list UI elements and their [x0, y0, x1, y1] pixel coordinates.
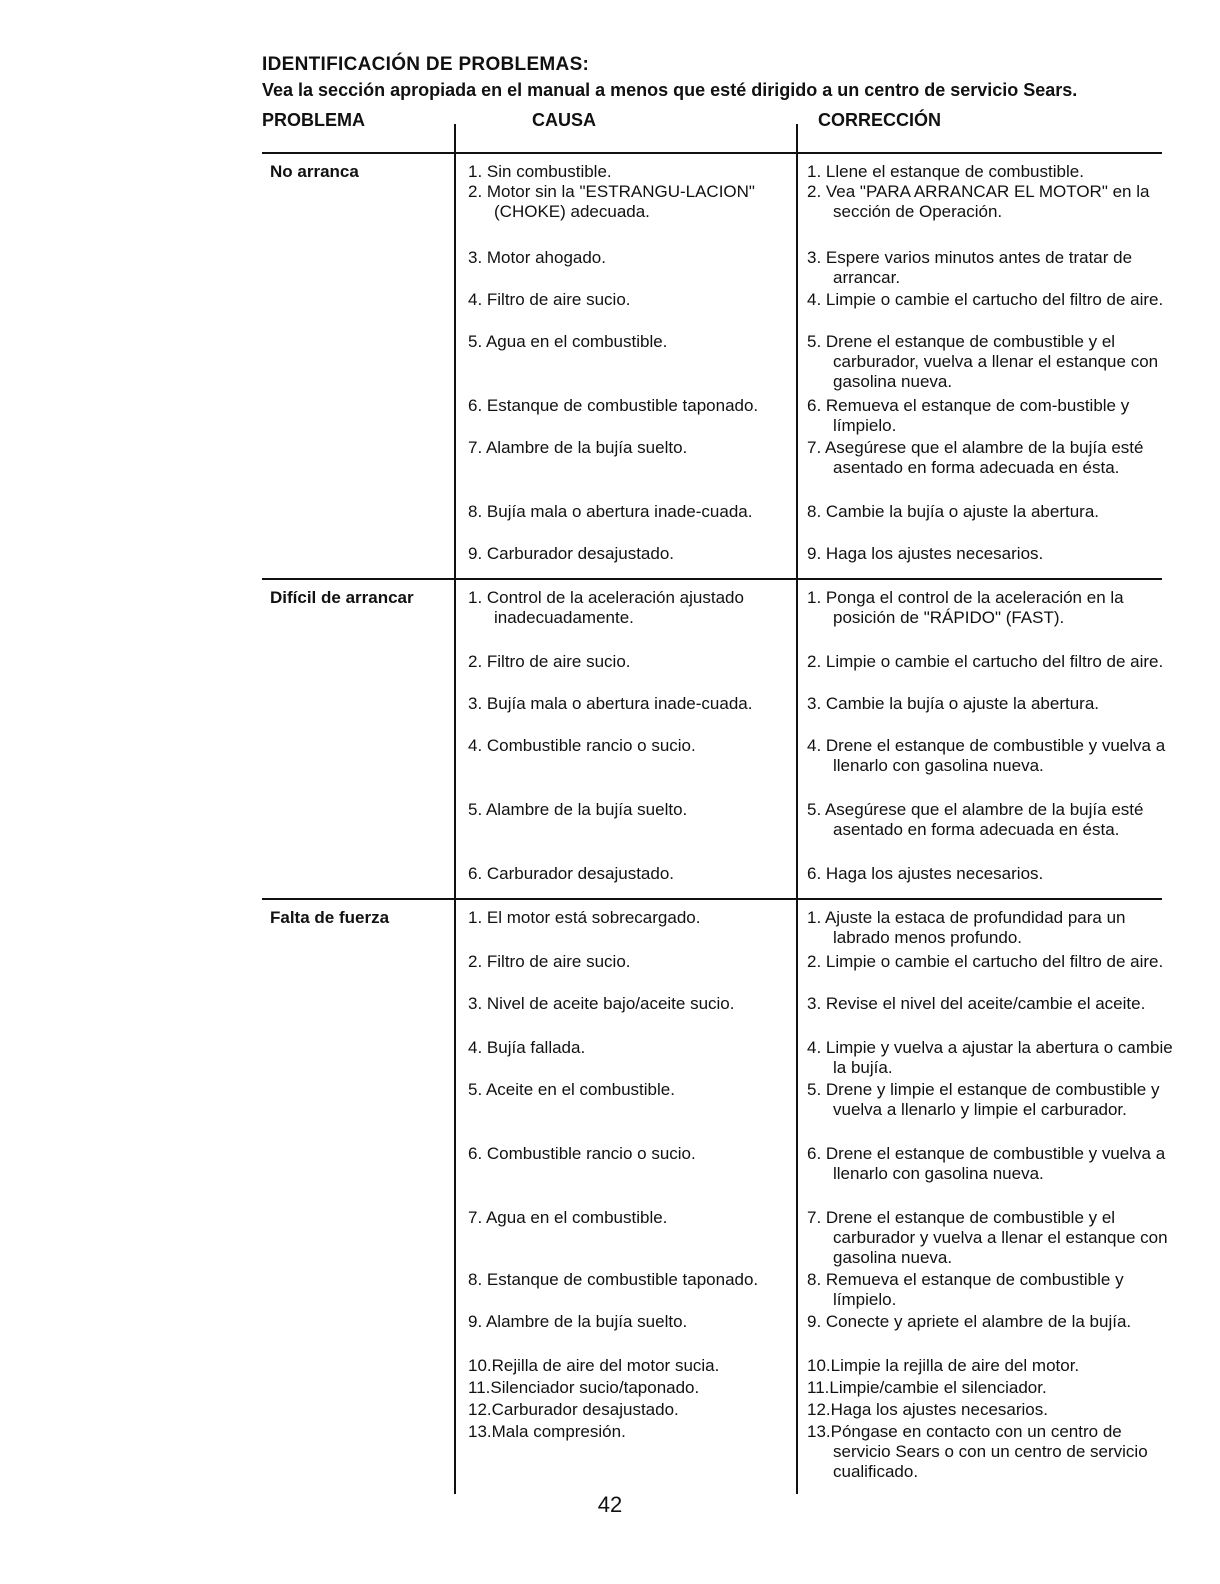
header-problema: PROBLEMA	[262, 110, 365, 130]
fix-cell: 12.Haga los ajustes necesarios.	[807, 1400, 1048, 1419]
cause-cell: 5. Agua en el combustible.	[468, 332, 668, 351]
fix-cell: 8. Remueva el estanque de combustible y límpielo.	[807, 1270, 1124, 1309]
cause-cell: 1. El motor está sobrecargado.	[468, 908, 701, 927]
fix-cell: 9. Haga los ajustes necesarios.	[807, 544, 1044, 563]
fix-cell: 7. Drene el estanque de combustible y el carburador y vuelva a llenar el estanque con gasolina nueva.	[807, 1208, 1168, 1267]
fix-cell: 3. Revise el nivel del aceite/cambie el aceite.	[807, 994, 1146, 1013]
cause-cell: 12.Carburador desajustado.	[468, 1400, 679, 1419]
cause-cell: 4. Bujía fallada.	[468, 1038, 586, 1057]
header-divider	[262, 152, 1162, 154]
cause-cell: 1. Control de la aceleración ajustado inadecuadamente.	[468, 588, 744, 627]
cause-cell: 7. Agua en el combustible.	[468, 1208, 668, 1227]
cause-cell: 3. Bujía mala o abertura inade-cuada.	[468, 694, 753, 713]
cause-cell: 5. Aceite en el combustible.	[468, 1080, 675, 1099]
header-correccion: CORRECCIÓN	[818, 110, 942, 130]
cause-cell: 6. Carburador desajustado.	[468, 864, 675, 883]
column-divider-1	[454, 124, 456, 1494]
cause-cell: 4. Filtro de aire sucio.	[468, 290, 631, 309]
cause-cell: 10.Rejilla de aire del motor sucia.	[468, 1356, 720, 1375]
fix-cell: 8. Cambie la bujía o ajuste la abertura.	[807, 502, 1100, 521]
fix-cell: 3. Cambie la bujía o ajuste la abertura.	[807, 694, 1100, 713]
cause-cell: 13.Mala compresión.	[468, 1422, 626, 1441]
problem-label: Falta de fuerza	[270, 908, 390, 927]
fix-cell: 5. Drene el estanque de combustible y el carburador, vuelva a llenar el estanque con gasolina nueva.	[807, 332, 1159, 391]
fix-cell: 6. Drene el estanque de combustible y vuelva a llenarlo con gasolina nueva.	[807, 1144, 1166, 1183]
cause-cell: 8. Bujía mala o abertura inade-cuada.	[468, 502, 753, 521]
fix-cell: 5. Drene y limpie el estanque de combustible y vuelva a llenarlo y limpie el carburador.	[807, 1080, 1160, 1119]
fix-cell: 2. Limpie o cambie el cartucho del filtro de aire.	[807, 652, 1164, 671]
cause-cell: 9. Alambre de la bujía suelto.	[468, 1312, 688, 1331]
fix-cell: 1. Ajuste la estaca de profundidad para un labrado menos profundo.	[807, 908, 1126, 947]
cause-cell: 1. Sin combustible.	[468, 162, 612, 181]
fix-cell: 9. Conecte y apriete el alambre de la bujía.	[807, 1312, 1132, 1331]
header-causa: CAUSA	[532, 110, 597, 130]
fix-cell: 4. Limpie o cambie el cartucho del filtro de aire.	[807, 290, 1164, 309]
page-header	[262, 54, 1162, 130]
fix-cell: 2. Vea "PARA ARRANCAR EL MOTOR" en la sección de Operación.	[807, 182, 1150, 221]
fix-cell: 10.Limpie la rejilla de aire del motor.	[807, 1356, 1080, 1375]
fix-cell: 2. Limpie o cambie el cartucho del filtro de aire.	[807, 952, 1164, 971]
fix-cell: 3. Espere varios minutos antes de tratar de arrancar.	[807, 248, 1133, 287]
fix-cell: 6. Haga los ajustes necesarios.	[807, 864, 1044, 883]
cause-cell: 11.Silenciador sucio/taponado.	[468, 1378, 700, 1397]
cause-cell: 3. Nivel de aceite bajo/aceite sucio.	[468, 994, 735, 1013]
fix-cell: 11.Limpie/cambie el silenciador.	[807, 1378, 1047, 1397]
cause-cell: 7. Alambre de la bujía suelto.	[468, 438, 688, 457]
fix-cell: 1. Llene el estanque de combustible.	[807, 162, 1084, 181]
cause-cell: 4. Combustible rancio o sucio.	[468, 736, 696, 755]
cause-cell: 5. Alambre de la bujía suelto.	[468, 800, 688, 819]
cause-cell: 8. Estanque de combustible taponado.	[468, 1270, 759, 1289]
problem-label: Difícil de arrancar	[270, 588, 414, 607]
page-subtitle: Vea la sección apropiada en el manual a menos que esté dirigido a un centro de servicio Sears.	[262, 80, 1078, 100]
cause-cell: 2. Filtro de aire sucio.	[468, 952, 631, 971]
fix-cell: 4. Drene el estanque de combustible y vuelva a llenarlo con gasolina nueva.	[807, 736, 1166, 775]
cause-cell: 6. Combustible rancio o sucio.	[468, 1144, 696, 1163]
cause-cell: 2. Filtro de aire sucio.	[468, 652, 631, 671]
section-divider	[262, 578, 1162, 580]
fix-cell: 4. Limpie y vuelva a ajustar la abertura o cambie la bujía.	[807, 1038, 1173, 1077]
page-title: IDENTIFICACIÓN DE PROBLEMAS:	[262, 54, 590, 75]
fix-cell: 13.Póngase en contacto con un centro de servicio Sears o con un centro de servicio cualificado.	[807, 1422, 1148, 1481]
fix-cell: 7. Asegúrese que el alambre de la bujía esté asentado en forma adecuada en ésta.	[807, 438, 1144, 477]
fix-cell: 6. Remueva el estanque de com-bustible y límpielo.	[807, 396, 1130, 435]
table-header	[262, 106, 1162, 130]
cause-cell: 2. Motor sin la "ESTRANGU-LACION" (CHOKE) adecuada.	[468, 182, 755, 221]
cause-cell: 9. Carburador desajustado.	[468, 544, 675, 563]
fix-cell: 1. Ponga el control de la aceleración en la posición de "RÁPIDO" (FAST).	[807, 588, 1124, 627]
problem-label: No arranca	[270, 162, 359, 181]
page-number: 42	[597, 1492, 623, 1517]
cause-cell: 3. Motor ahogado.	[468, 248, 606, 267]
cause-cell: 6. Estanque de combustible taponado.	[468, 396, 759, 415]
section-divider	[262, 898, 1162, 900]
fix-cell: 5. Asegúrese que el alambre de la bujía esté asentado en forma adecuada en ésta.	[807, 800, 1144, 839]
